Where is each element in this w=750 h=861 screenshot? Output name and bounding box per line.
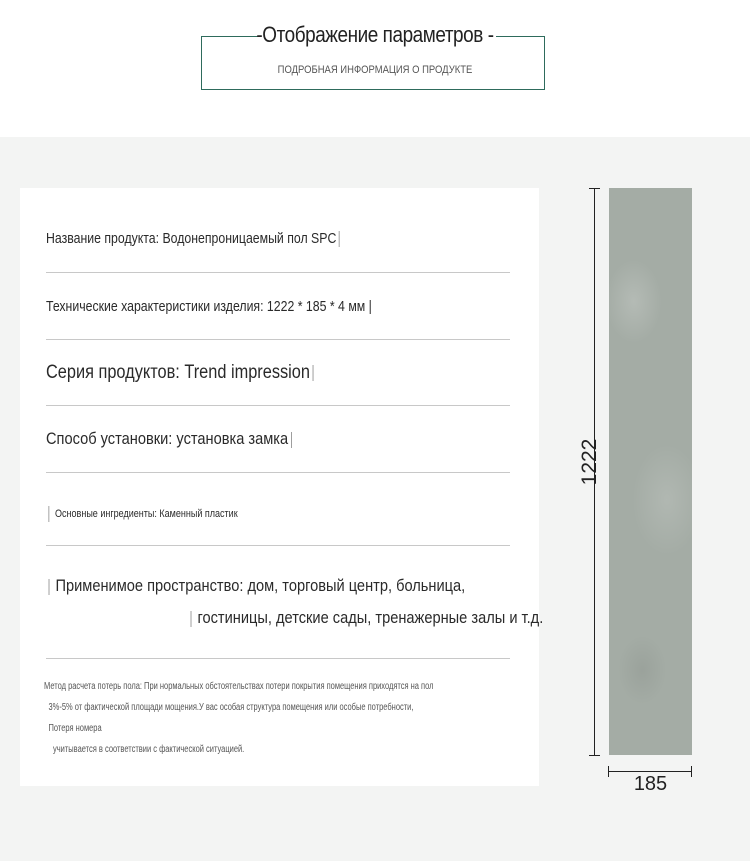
spec-dimensions: Технические характеристики изделия: 1222 * 185 * 4 мм |	[46, 298, 372, 315]
spec-dimensions-text: Технические характеристики изделия: 1222 * 185 * 4 мм	[46, 298, 366, 315]
text-cursor-mark	[313, 365, 317, 381]
loss-note	[44, 676, 434, 760]
divider	[46, 545, 510, 546]
text-cursor-mark	[291, 432, 295, 448]
text-cursor-mark	[339, 231, 343, 247]
spec-series-text: Серия продуктов: Trend impression	[46, 362, 310, 383]
spec-ingredients	[46, 506, 238, 522]
spec-space-line1	[46, 576, 465, 596]
spec-series	[46, 362, 319, 384]
page-subtitle: ПОДРОБНАЯ ИНФОРМАЦИЯ О ПРОДУКТЕ	[277, 64, 473, 76]
spec-space-line2	[188, 608, 543, 628]
spec-install-text: Способ установки: установка замка	[46, 429, 289, 448]
loss-note-line1: Метод расчета потерь пола: При нормальных обстоятельствах потери покрытия помещения приходятся на пол	[44, 681, 434, 692]
spec-product-name-text: Название продукта: Водонепроницаемый пол SPC	[46, 230, 337, 247]
divider	[46, 272, 510, 273]
loss-note-line2: 3%-5% от фактической площади мощения.У вас особая структура помещения или особые потребности, Потеря номера	[48, 702, 414, 734]
spec-space-line1-text: Применимое пространство: дом, торговый центр, больница,	[55, 576, 466, 595]
width-dimension-line	[609, 771, 692, 772]
divider	[46, 339, 510, 340]
length-label: 1222	[578, 438, 601, 486]
text-cursor-mark	[191, 611, 195, 627]
divider	[46, 405, 510, 406]
dimension-tick	[589, 188, 600, 189]
floor-tile-image	[609, 188, 692, 755]
loss-note-line3: учитывается в соответствии с фактической ситуацией.	[53, 744, 245, 755]
spec-product-name	[46, 230, 345, 247]
spec-space-line2-text: гостиницы, детские сады, тренажерные залы и т.д.	[197, 608, 544, 627]
text-cursor-mark	[49, 579, 53, 595]
width-label: 185	[633, 773, 668, 795]
page-title: -Отображение параметров -	[256, 22, 494, 47]
text-cursor-mark	[48, 506, 52, 522]
divider	[46, 658, 510, 659]
divider	[46, 472, 510, 473]
spec-ingredients-text: Основные ингредиенты: Каменный пластик	[55, 507, 238, 520]
spec-install	[46, 429, 298, 449]
dimension-tick	[589, 755, 600, 756]
spec-card	[20, 188, 544, 786]
